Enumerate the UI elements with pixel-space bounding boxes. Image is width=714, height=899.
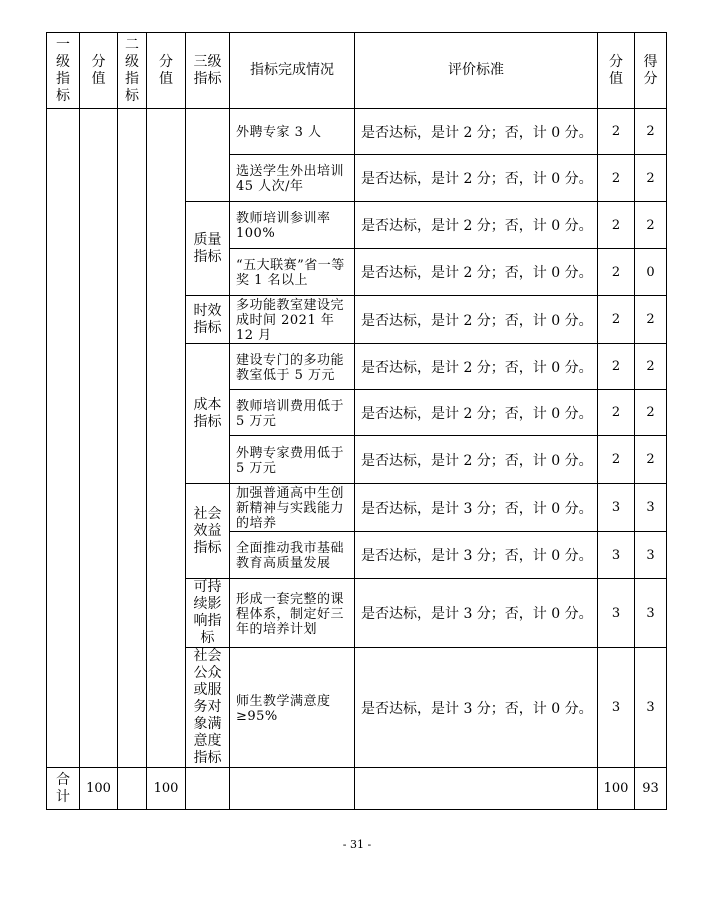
indicator-cell: 多功能教室建设完成时间 2021 年 12 月: [230, 296, 355, 344]
category-sustainability: 可持续影响指标: [186, 579, 230, 648]
header-level1: 一级指标: [47, 33, 80, 109]
earned-cell: 3: [635, 532, 667, 579]
score2-cell: [147, 109, 186, 768]
criteria-cell: 是否达标，是计 3 分；否，计 0 分。: [355, 579, 598, 648]
header-earned: 得分: [635, 33, 667, 109]
score-cell: 2: [598, 249, 635, 296]
total-row: [47, 768, 667, 810]
earned-cell: 2: [635, 109, 667, 155]
indicator-cell: 形成一套完整的课程体系，制定好三年的培养计划: [230, 579, 355, 648]
total-blank: [118, 768, 147, 810]
criteria-cell: 是否达标，是计 3 分；否，计 0 分。: [355, 484, 598, 532]
earned-cell: 2: [635, 390, 667, 436]
earned-cell: 3: [635, 484, 667, 532]
score-cell: 3: [598, 579, 635, 648]
criteria-cell: 是否达标，是计 2 分；否，计 0 分。: [355, 109, 598, 155]
indicator-cell: 建设专门的多功能教室低于 5 万元: [230, 344, 355, 390]
header-score3: 分值: [598, 33, 635, 109]
earned-cell: 2: [635, 202, 667, 249]
header-row: [47, 33, 667, 109]
category-timeliness: 时效指标: [186, 296, 230, 344]
category-social-benefit: 社会效益指标: [186, 484, 230, 579]
total-blank: [186, 768, 230, 810]
indicator-cell: 加强普通高中生创新精神与实践能力的培养: [230, 484, 355, 532]
total-score3: 100: [598, 768, 635, 810]
header-score1: 分值: [80, 33, 118, 109]
category-cost: 成本指标: [186, 344, 230, 484]
indicator-cell: 选送学生外出培训 45 人次/年: [230, 155, 355, 202]
criteria-cell: 是否达标，是计 2 分；否，计 0 分。: [355, 344, 598, 390]
level2-cell: [118, 109, 147, 768]
score-cell: 3: [598, 532, 635, 579]
score-cell: 2: [598, 202, 635, 249]
header-criteria: 评价标准: [355, 33, 598, 109]
score-cell: 3: [598, 484, 635, 532]
criteria-cell: 是否达标，是计 2 分；否，计 0 分。: [355, 202, 598, 249]
earned-cell: 2: [635, 344, 667, 390]
criteria-cell: 是否达标，是计 2 分；否，计 0 分。: [355, 436, 598, 484]
score-cell: 2: [598, 296, 635, 344]
indicator-cell: 外聘专家 3 人: [230, 109, 355, 155]
score-cell: 2: [598, 390, 635, 436]
earned-cell: 2: [635, 296, 667, 344]
level1-cell: [47, 109, 80, 768]
criteria-cell: 是否达标，是计 2 分；否，计 0 分。: [355, 249, 598, 296]
earned-cell: 3: [635, 579, 667, 648]
criteria-cell: 是否达标，是计 2 分；否，计 0 分。: [355, 155, 598, 202]
indicator-cell: 教师培训参训率 100%: [230, 202, 355, 249]
criteria-cell: 是否达标，是计 3 分；否，计 0 分。: [355, 648, 598, 768]
score-cell: 2: [598, 344, 635, 390]
total-earned: 93: [635, 768, 667, 810]
score-cell: 2: [598, 436, 635, 484]
total-blank: [355, 768, 598, 810]
page-number: - 31 -: [342, 838, 372, 851]
earned-cell: 3: [635, 648, 667, 768]
performance-evaluation-table: [46, 32, 667, 810]
score-cell: 2: [598, 155, 635, 202]
indicator-cell: 全面推动我市基础教育高质量发展: [230, 532, 355, 579]
header-level2: 二级指标: [118, 33, 147, 109]
total-score2: 100: [147, 768, 186, 810]
header-completion: 指标完成情况: [230, 33, 355, 109]
criteria-cell: 是否达标，是计 2 分；否，计 0 分。: [355, 296, 598, 344]
total-score1: 100: [80, 768, 118, 810]
table-row: [47, 109, 667, 155]
indicator-cell: 教师培训费用低于 5 万元: [230, 390, 355, 436]
total-blank: [230, 768, 355, 810]
criteria-cell: 是否达标，是计 3 分；否，计 0 分。: [355, 532, 598, 579]
earned-cell: 2: [635, 155, 667, 202]
indicator-cell: 师生教学满意度 ≥95%: [230, 648, 355, 768]
score-cell: 3: [598, 648, 635, 768]
indicator-cell: “五大联赛”省一等奖 1 名以上: [230, 249, 355, 296]
criteria-cell: 是否达标，是计 2 分；否，计 0 分。: [355, 390, 598, 436]
category-quality: 质量指标: [186, 202, 230, 296]
earned-cell: 2: [635, 436, 667, 484]
category-satisfaction: 社会公众或服务对象满意度指标: [186, 648, 230, 768]
total-label: 合计: [47, 768, 80, 810]
header-score2: 分值: [147, 33, 186, 109]
indicator-cell: 外聘专家费用低于 5 万元: [230, 436, 355, 484]
score1-cell: [80, 109, 118, 768]
earned-cell: 0: [635, 249, 667, 296]
score-cell: 2: [598, 109, 635, 155]
header-level3: 三级指标: [186, 33, 230, 109]
category-blank: [186, 109, 230, 202]
